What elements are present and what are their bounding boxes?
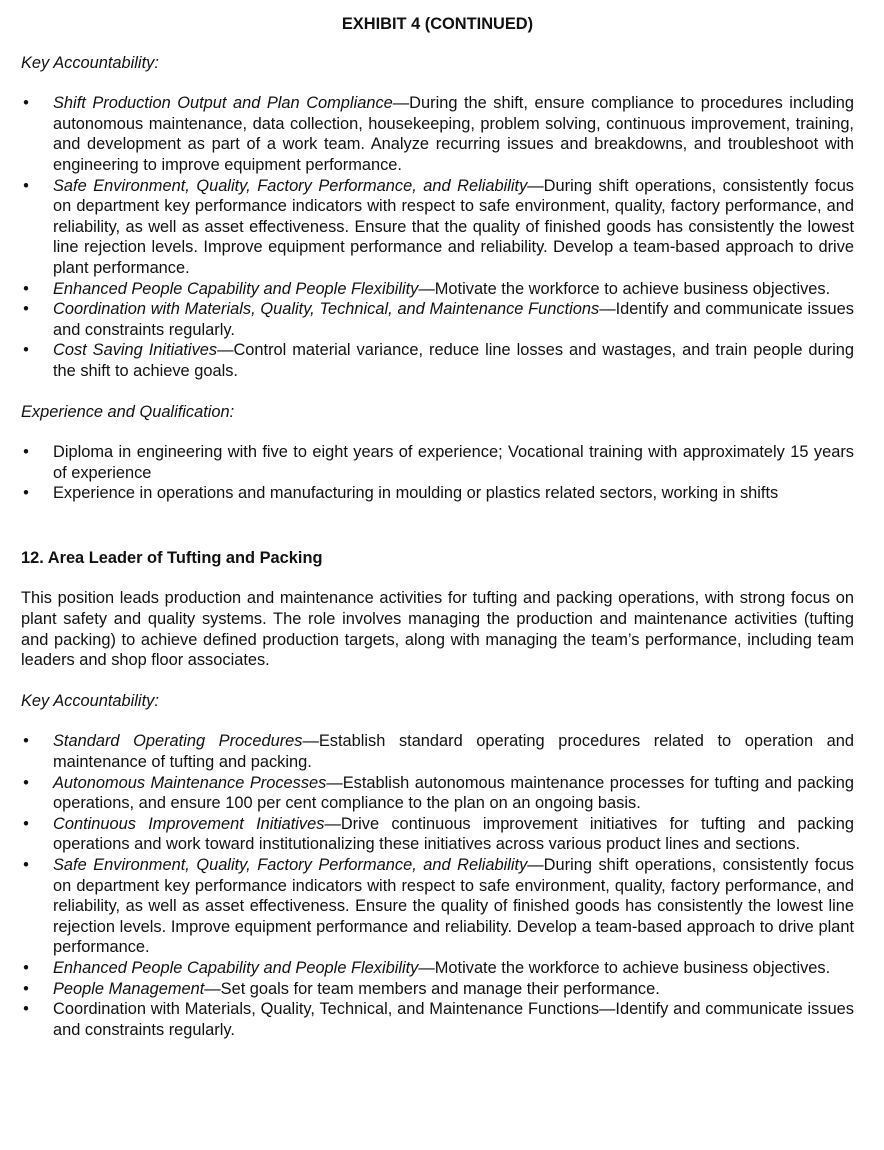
accountability-list <box>21 93 854 381</box>
item-lead: Enhanced People Capability and People Flexibility <box>53 958 419 977</box>
section-heading: 12. Area Leader of Tufting and Packing <box>21 548 323 567</box>
bullet-icon: • <box>23 979 29 998</box>
bullet-icon: • <box>23 484 29 503</box>
list-item <box>21 958 854 979</box>
item-text: —During shift operations, consistently focus on department key performance indicators with respect to safe environment, quality, factory performance, and reliability, as well as asset effectiveness. Ensure the quality of finished goods has consistently the lowest line rejection levels. Improve equipment performance and reliability. Develop a team-based approach to drive plant performance. <box>53 856 855 957</box>
item-text: —During the shift, ensure compliance to procedures including autonomous maintenance, data collection, housekeeping, problem solving, continuous improvement, training, and development as part of a work team. Analyze recurring issues and breakdowns, and troubleshoot with engineering to improve equipment performance. <box>53 94 854 174</box>
bullet-icon: • <box>23 773 29 792</box>
bullet-icon: • <box>23 732 29 751</box>
item-text: —Establish standard operating procedures related to operation and maintenance of tufting and packing. <box>53 732 854 772</box>
key-accountability-label: Key Accountability: <box>21 53 159 72</box>
bullet-icon: • <box>23 958 29 977</box>
item-text: —Establish autonomous maintenance processes for tufting and packing operations, and ensure 100 per cent compliance to the plan on an ongoing basis. <box>53 773 854 813</box>
bullet-icon: • <box>23 856 29 874</box>
bullet-icon: • <box>23 279 29 298</box>
list-item <box>21 773 854 814</box>
item-text: —Control material variance, reduce line losses and wastages, and train people during the shift to achieve goals. <box>53 341 854 380</box>
item-text: Coordination with Materials, Quality, Technical, and Maintenance Functions—Identify and communicate issues and constraints regularly. <box>53 1000 854 1039</box>
bullet-icon: • <box>23 443 29 462</box>
list-item <box>21 176 854 279</box>
item-text: —Set goals for team members and manage their performance. <box>204 979 660 998</box>
item-lead: Standard Operating Procedures <box>53 732 303 751</box>
item-text: Experience in operations and manufacturing in moulding or plastics related sectors, working in shifts <box>53 484 779 503</box>
item-lead: Autonomous Maintenance Processes <box>53 773 327 792</box>
item-lead: Shift Production Output and Plan Compliance <box>53 94 393 113</box>
item-text: Diploma in engineering with five to eight years of experience; Vocational training with approximately 15 years of experience <box>53 443 854 482</box>
item-lead: Safe Environment, Quality, Factory Performance, and Reliability <box>53 856 528 874</box>
accountability-list <box>21 731 854 1040</box>
qualification-list <box>21 442 854 504</box>
list-item <box>21 814 854 855</box>
item-text: —Motivate the workforce to achieve business objectives. <box>418 958 831 977</box>
item-text: —Drive continuous improvement initiatives for tufting and packing operations and work toward institutionalizing these initiatives across various product lines and sections. <box>53 814 855 854</box>
item-lead: Enhanced People Capability and People Flexibility <box>53 279 419 298</box>
list-item <box>21 442 854 483</box>
list-item <box>21 855 854 958</box>
bullet-icon: • <box>23 814 29 833</box>
item-lead: People Management <box>53 979 205 998</box>
bullet-icon: • <box>23 300 29 319</box>
item-lead: Coordination with Materials, Quality, Technical, and Maintenance Functions <box>53 300 600 319</box>
bullet-icon: • <box>23 176 29 195</box>
bullet-icon: • <box>23 94 29 113</box>
list-item <box>21 340 854 381</box>
item-text: —Identify and communicate issues and constraints regularly. <box>53 300 854 339</box>
exhibit-title: EXHIBIT 4 (CONTINUED) <box>341 15 534 33</box>
list-item <box>21 483 854 504</box>
item-text: —Motivate the workforce to achieve business objectives. <box>418 279 831 298</box>
item-lead: Safe Environment, Quality, Factory Performance, and Reliability <box>53 176 528 195</box>
experience-label: Experience and Qualification: <box>21 402 235 421</box>
bullet-icon: • <box>23 1000 29 1019</box>
list-item <box>21 279 854 300</box>
list-item <box>21 999 854 1040</box>
item-lead: Continuous Improvement Initiatives <box>53 814 325 833</box>
role-description: This position leads production and maintenance activities for tufting and packing operations, with strong focus on plant safety and quality systems. The role involves managing the production and maintenance activities (tufting and packing) to achieve defined production targets, along with managing the team’s performance, including team leaders and shop floor associates. <box>21 589 854 670</box>
item-lead: Cost Saving Initiatives <box>53 341 218 360</box>
list-item <box>21 299 854 340</box>
list-item <box>21 93 854 175</box>
list-item <box>21 979 854 1000</box>
item-text: —During shift operations, consistently focus on department key performance indicators with respect to safe environment, quality, factory performance, and reliability, as well as asset effectiveness. Ensure that the quality of finished goods has consistently the lowest line rejection levels. Improve equipment performance and reliability. Develop a team-based approach to drive plant performance. <box>53 176 855 277</box>
key-accountability-label: Key Accountability: <box>21 691 159 710</box>
document-page <box>21 14 854 1060</box>
bullet-icon: • <box>23 341 29 360</box>
list-item <box>21 731 854 772</box>
